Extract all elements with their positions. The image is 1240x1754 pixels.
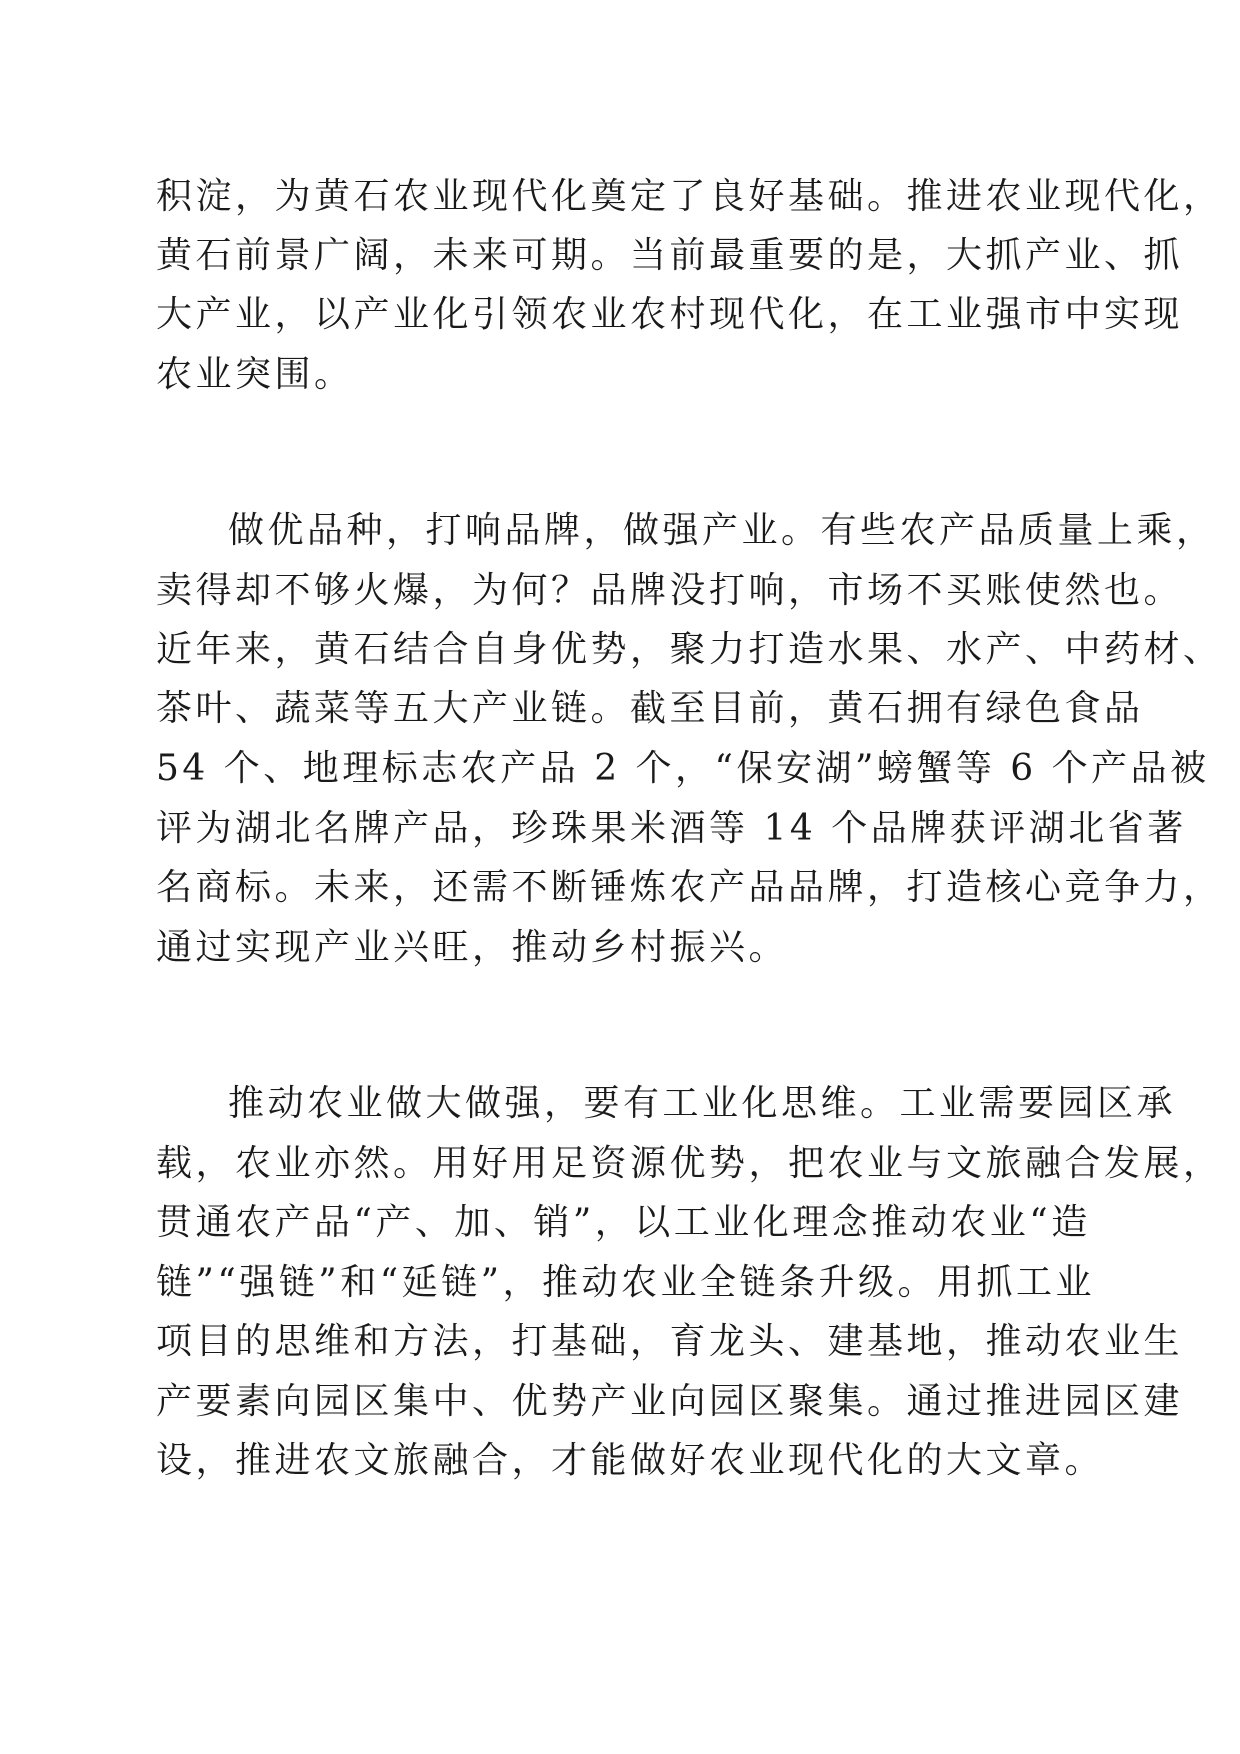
paragraph-2-line-1: 做优品种，打响品牌，做强产业。有些农产品质量上乘，: [228, 510, 1216, 551]
paragraph-2-line-4: 茶叶、蔬菜等五大产业链。截至目前，黄石拥有绿色食品: [156, 688, 1144, 729]
paragraph-3-line-6: 产要素向园区集中、优势产业向园区聚集。通过推进园区建: [156, 1381, 1184, 1422]
paragraph-2-line-3: 近年来，黄石结合自身优势，聚力打造水果、水产、中药材、: [156, 629, 1223, 670]
paragraph-2-line-7: 名商标。未来，还需不断锤炼农产品品牌，打造核心竞争力，: [156, 867, 1223, 908]
paragraph-3-line-4: 链”“强链”和“延链”，推动农业全链条升级。用抓工业: [156, 1262, 1096, 1303]
paragraph-3-line-1: 推动农业做大做强，要有工业化思维。工业需要园区承: [228, 1083, 1177, 1124]
paragraph-1-line-1: 积淀，为黄石农业现代化奠定了良好基础。推进农业现代化，: [156, 176, 1223, 217]
paragraph-3-line-3: 贯通农产品“产、加、销”，以工业化理念推动农业“造: [156, 1202, 1091, 1243]
paragraph-2-line-2: 卖得却不够火爆，为何？品牌没打响，市场不买账使然也。: [156, 570, 1184, 611]
paragraph-2-line-8: 通过实现产业兴旺，推动乡村振兴。: [156, 927, 789, 968]
paragraph-3-line-2: 载，农业亦然。用好用足资源优势，把农业与文旅融合发展，: [156, 1143, 1223, 1184]
paragraph-2-line-6: 评为湖北名牌产品，珍珠果米酒等 14 个品牌获评湖北省著: [156, 808, 1187, 849]
paragraph-3-line-5: 项目的思维和方法，打基础，育龙头、建基地，推动农业生: [156, 1321, 1184, 1362]
paragraph-1-line-2: 黄石前景广阔，未来可期。当前最重要的是，大抓产业、抓: [156, 235, 1184, 276]
paragraph-1-line-3: 大产业，以产业化引领农业农村现代化，在工业强市中实现: [156, 294, 1184, 335]
paragraph-3-line-7: 设，推进农文旅融合，才能做好农业现代化的大文章。: [156, 1440, 1105, 1481]
paragraph-1-line-4: 农业突围。: [156, 354, 354, 395]
paragraph-2-line-5: 54 个、地理标志农产品 2 个，“保安湖”螃蟹等 6 个产品被: [156, 748, 1210, 789]
